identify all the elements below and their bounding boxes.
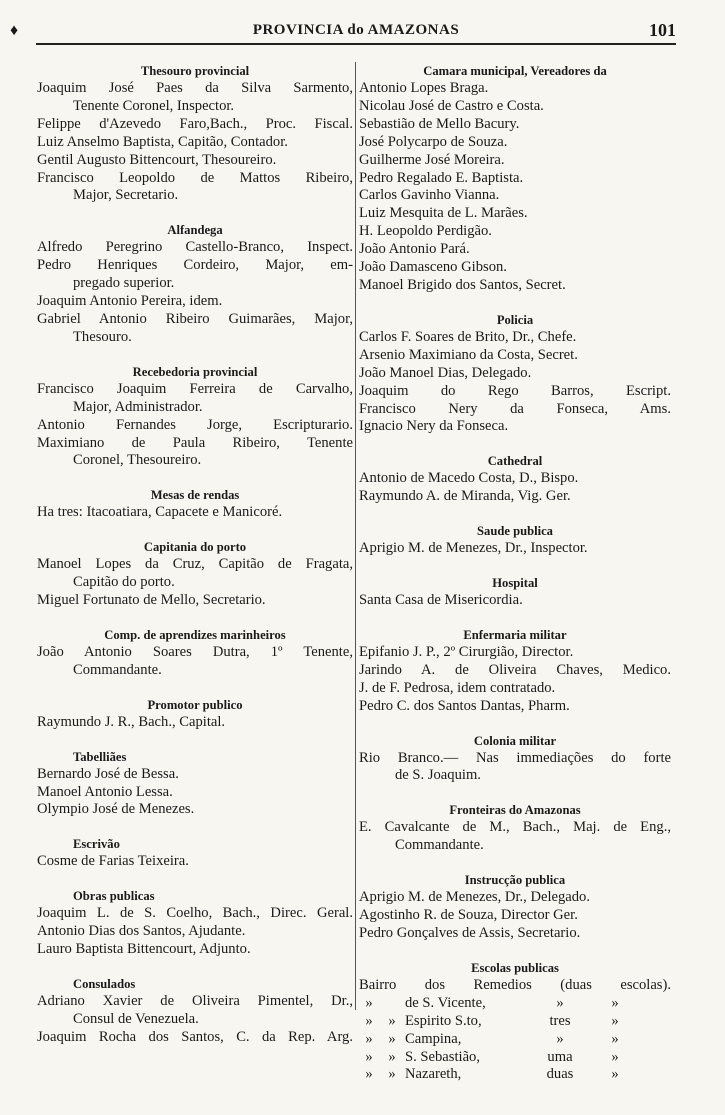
school-row — [359, 995, 671, 1013]
school-cell: » — [365, 1066, 373, 1083]
section-heading: Capitania do porto — [143, 540, 247, 555]
section-hospital — [359, 574, 671, 610]
entry-line: Raymundo J. R., Bach., Capital. — [37, 713, 226, 730]
school-cell: » — [611, 1048, 619, 1065]
entry-line: Joaquim José Paes da Silva Sarmento, — [37, 80, 353, 96]
entry-line: Felippe d'Azevedo Faro,Bach., Proc. Fiscal. — [37, 115, 353, 132]
school-cell: de S. Vicente, — [405, 994, 486, 1011]
section-capitania-do-porto — [37, 538, 353, 610]
entry-line: Manoel Brigido dos Santos, Secret. — [359, 276, 566, 293]
school-cell: » — [365, 1048, 373, 1065]
section-obras-publicas — [37, 887, 353, 959]
entry-line: Carlos F. Soares de Brito, Dr., Chefe. — [359, 328, 577, 345]
entry-line: Cosme de Farias Teixeira. — [37, 853, 189, 870]
entry-line: Bernardo José de Bessa. — [37, 765, 179, 782]
section-tabelliaes — [37, 748, 353, 820]
page-title: PROVINCIA do AMAZONAS — [252, 22, 460, 38]
entry-line: H. Leopoldo Perdigão. — [359, 223, 492, 240]
school-row — [359, 1031, 671, 1049]
entry-line: Alfredo Peregrino Castello-Branco, Inspect. — [37, 239, 353, 256]
school-cell: » — [556, 994, 564, 1011]
section-fronteiras-do-amazonas — [359, 801, 671, 855]
entry-line: Manoel Lopes da Cruz, Capitão de Fragata, — [37, 556, 353, 573]
school-cell: » — [365, 994, 373, 1011]
entry-line: de S. Joaquim. — [395, 767, 481, 784]
page-header — [10, 18, 676, 44]
section-heading: Policia — [496, 312, 534, 327]
section-thesouro-provincial — [37, 62, 353, 205]
entry-line: Maximiano de Paula Ribeiro, Tenente — [37, 434, 353, 451]
entry-line: Ha tres: Itacoatiara, Capacete e Manicoré. — [37, 504, 283, 521]
entry-line: Pedro C. dos Santos Dantas, Pharm. — [359, 697, 570, 714]
entry-line: José Polycarpo de Souza. — [359, 133, 508, 150]
entry-line: Consul de Venezuela. — [73, 1010, 199, 1027]
entry-line: Aprigio M. de Menezes, Dr., Delegado. — [359, 889, 591, 906]
entry-line: Luiz Anselmo Baptista, Capitão, Contador. — [37, 133, 288, 150]
entry-line: Rio Branco.— Nas immediações do forte — [359, 749, 671, 766]
entry-line: Epifanio J. P., 2º Cirurgião, Director. — [359, 643, 574, 660]
entry-line: Manoel Antonio Lessa. — [37, 783, 173, 800]
entry-line: Joaquim Rocha dos Santos, C. da Rep. Arg. — [37, 1028, 353, 1045]
entry-line: Jarindo A. de Oliveira Chaves, Medico. — [359, 661, 671, 678]
section-escolas-publicas — [359, 959, 671, 1084]
entry-line: Gabriel Antonio Ribeiro Guimarães, Major, — [37, 310, 353, 327]
entry-line: Bairro dos Remedios (duas escolas). — [359, 976, 671, 993]
section-heading: Obras publicas — [73, 889, 155, 904]
entry-line: Raymundo A. de Miranda, Vig. Ger. — [359, 488, 571, 505]
entry-line: Major, Secretario. — [73, 187, 179, 204]
entry-line: Luiz Mesquita de L. Marães. — [359, 205, 528, 222]
entry-line: Coronel, Thesoureiro. — [73, 452, 202, 469]
entry-line: Commandante. — [395, 837, 484, 854]
school-cell: » — [611, 1012, 619, 1029]
school-cell: » — [388, 1066, 396, 1083]
entry-line: João Manoel Dias, Delegado. — [359, 364, 532, 381]
section-heading: Cathedral — [487, 454, 543, 469]
entry-line: Antonio Lopes Braga. — [359, 80, 489, 96]
school-cell: Espirito S.to, — [405, 1012, 482, 1029]
entry-line: pregado superior. — [73, 275, 175, 292]
entry-line: Joaquim do Rego Barros, Escript. — [359, 382, 671, 399]
school-cell: » — [556, 1030, 564, 1047]
section-comp-de-aprendizes-marinheiros — [37, 626, 353, 680]
entry-line: Francisco Leopoldo de Mattos Ribeiro, — [37, 169, 353, 186]
school-row — [359, 1066, 671, 1084]
section-heading: Recebedoria provincial — [132, 364, 258, 379]
school-row — [359, 1013, 671, 1031]
section-colonia-militar — [359, 732, 671, 786]
section-heading: Comp. de aprendizes marinheiros — [104, 627, 286, 642]
entry-line: Tenente Coronel, Inspector. — [73, 97, 235, 114]
school-cell: » — [611, 1030, 619, 1047]
entry-line: Miguel Fortunato de Mello, Secretario. — [37, 592, 266, 609]
entry-line: Pedro Regalado E. Baptista. — [359, 169, 524, 186]
section-instruccao-publica — [359, 871, 671, 943]
section-policia — [359, 311, 671, 436]
entry-line: Gentil Augusto Bittencourt, Thesoureiro. — [37, 151, 277, 168]
school-cell: Campina, — [405, 1030, 462, 1047]
section-heading: Thesouro provincial — [140, 64, 250, 78]
school-row — [359, 1049, 671, 1067]
entry-line: Pedro Henriques Cordeiro, Major, em- — [37, 257, 353, 274]
section-alfandega — [37, 221, 353, 346]
section-camara-municipal-vereadores-da — [359, 62, 671, 295]
entry-line: Nicolau José de Castro e Costa. — [359, 97, 544, 114]
school-cell: » — [611, 1066, 619, 1083]
section-heading: Enfermaria militar — [463, 627, 567, 642]
section-heading: Mesas de rendas — [150, 488, 240, 503]
school-cell: » — [365, 1030, 373, 1047]
diamond-mark-icon: ♦ — [10, 22, 19, 39]
entry-line: João Damasceno Gibson. — [359, 259, 507, 276]
entry-line: Aprigio M. de Menezes, Dr., Inspector. — [359, 540, 588, 557]
school-cell: » — [388, 1048, 396, 1065]
entry-line: Francisco Joaquim Ferreira de Carvalho, — [37, 380, 353, 397]
header-rule — [36, 43, 676, 45]
left-column — [37, 62, 353, 1047]
entry-line: J. de F. Pedrosa, idem contratado. — [359, 679, 556, 696]
school-cell: » — [365, 1012, 373, 1029]
entry-line: João Antonio Soares Dutra, 1º Tenente, — [37, 643, 353, 660]
section-heading: Escolas publicas — [471, 960, 559, 975]
entry-line: Arsenio Maximiano da Costa, Secret. — [359, 346, 578, 363]
entry-line: Thesouro. — [73, 328, 132, 345]
entry-line: E. Cavalcante de M., Bach., Maj. de Eng., — [359, 819, 671, 836]
section-heading: Camara municipal, Vereadores da — [423, 64, 607, 78]
entry-line: Joaquim L. de S. Coelho, Bach., Direc. Geral. — [37, 905, 353, 922]
entry-line: Antonio de Macedo Costa, D., Bispo. — [359, 470, 579, 487]
entry-line: Santa Casa de Misericordia. — [359, 592, 523, 609]
entry-line: Carlos Gavinho Vianna. — [359, 187, 500, 204]
entry-line: Agostinho R. de Souza, Director Ger. — [359, 907, 578, 924]
entry-line: Lauro Baptista Bittencourt, Adjunto. — [37, 941, 251, 958]
section-heading: Consulados — [73, 977, 136, 991]
section-escrivao — [37, 835, 353, 871]
section-heading: Escrivão — [73, 837, 120, 852]
school-cell: tres — [549, 1012, 571, 1029]
school-cell: Nazareth, — [405, 1066, 462, 1083]
entry-line: Commandante. — [73, 661, 162, 678]
section-consulados — [37, 975, 353, 1047]
school-cell: » — [611, 994, 619, 1011]
section-mesas-de-rendas — [37, 486, 353, 522]
entry-line: Adriano Xavier de Oliveira Pimentel, Dr., — [37, 993, 353, 1009]
entry-line: Guilherme José Moreira. — [359, 151, 505, 168]
school-cell: duas — [546, 1066, 574, 1083]
section-recebedoria-provincial — [37, 363, 353, 471]
entry-line: João Antonio Pará. — [359, 241, 470, 258]
section-heading: Saude publica — [477, 524, 553, 539]
column-divider — [355, 62, 356, 1010]
entry-line: Olympio José de Menezes. — [37, 801, 195, 818]
section-heading: Alfandega — [167, 223, 223, 238]
section-heading: Instrucção publica — [464, 873, 566, 888]
section-saude-publica — [359, 522, 671, 558]
entry-line: Antonio Dias dos Santos, Ajudante. — [37, 923, 246, 940]
entry-line: Joaquim Antonio Pereira, idem. — [37, 293, 223, 310]
section-promotor-publico — [37, 696, 353, 732]
entry-line: Capitão do porto. — [73, 574, 175, 591]
section-cathedral — [359, 452, 671, 506]
school-cell: uma — [547, 1048, 573, 1065]
page-number: 101 — [649, 20, 676, 40]
entry-line: Sebastião de Mello Bacury. — [359, 115, 520, 132]
entry-line: Major, Administrador. — [73, 398, 203, 415]
section-heading: Promotor publico — [147, 697, 243, 712]
entry-line: Pedro Gonçalves de Assis, Secretario. — [359, 925, 581, 941]
school-cell: S. Sebastião, — [405, 1048, 480, 1065]
entry-line: Ignacio Nery da Fonseca. — [359, 418, 509, 435]
section-enfermaria-militar — [359, 626, 671, 716]
section-heading: Tabelliães — [73, 749, 127, 764]
section-heading: Hospital — [492, 576, 538, 591]
right-column — [359, 62, 671, 1084]
entry-line: Francisco Nery da Fonseca, Ams. — [359, 400, 671, 417]
section-heading: Colonia militar — [473, 733, 557, 748]
section-heading: Fronteiras do Amazonas — [449, 803, 581, 818]
school-cell: » — [388, 1030, 396, 1047]
entry-line: Antonio Fernandes Jorge, Escripturario. — [37, 416, 353, 433]
school-cell: » — [388, 1012, 396, 1029]
